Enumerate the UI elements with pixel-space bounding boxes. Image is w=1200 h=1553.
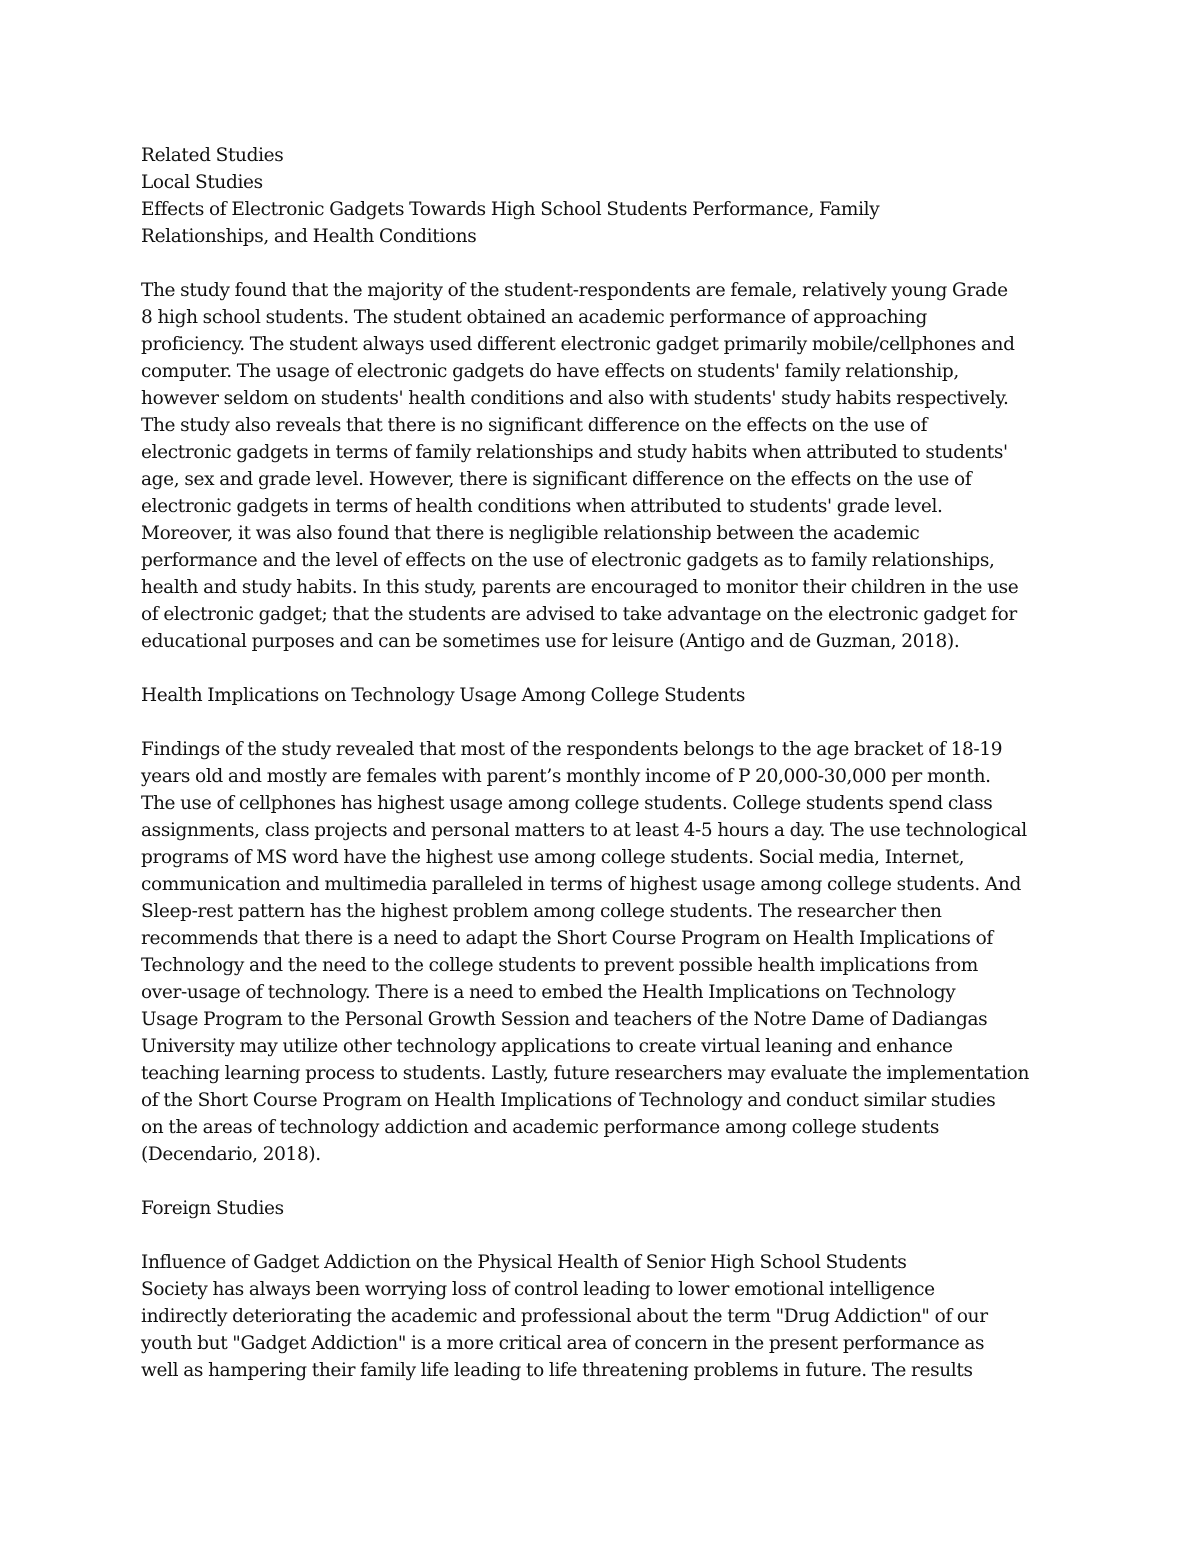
study1-paragraph (141, 277, 1066, 655)
paragraph-line: Sleep-rest pattern has the highest problem among college students. The researcher then (141, 901, 942, 922)
paragraph-line: health and study habits. In this study, parents are encouraged to monitor their children in the use (141, 577, 1019, 598)
study2-paragraph (141, 736, 1066, 1168)
paragraph-gap (141, 1222, 1066, 1249)
study3-title: Influence of Gadget Addiction on the Physical Health of Senior High School Students (141, 1252, 907, 1273)
paragraph-line: electronic gadgets in terms of family relationships and study habits when attributed to students' (141, 442, 1008, 463)
study3-paragraph (141, 1276, 1066, 1384)
paragraph-line: computer. The usage of electronic gadgets do have effects on students' family relationship, (141, 361, 959, 382)
paragraph-line: teaching learning process to students. Lastly, future researchers may evaluate the implementation (141, 1063, 1030, 1084)
paragraph-line: youth but "Gadget Addiction" is a more critical area of concern in the present performance as (141, 1333, 985, 1354)
study1-title-line: Relationships, and Health Conditions (141, 226, 477, 247)
paragraph-line: age, sex and grade level. However, there is significant difference on the effects on the use of (141, 469, 972, 490)
paragraph-line: assignments, class projects and personal matters to at least 4-5 hours a day. The use technological (141, 820, 1027, 841)
paragraph-line: The study found that the majority of the student-respondents are female, relatively young Grade (141, 280, 1008, 301)
foreign-studies-heading: Foreign Studies (141, 1198, 284, 1219)
paragraph-line: Findings of the study revealed that most of the respondents belongs to the age bracket of 18-19 (141, 739, 1003, 760)
paragraph-line: years old and mostly are females with parent’s monthly income of P 20,000-30,000 per month. (141, 766, 991, 787)
paragraph-line: 8 high school students. The student obtained an academic performance of approaching (141, 307, 927, 328)
paragraph-line: recommends that there is a need to adapt the Short Course Program on Health Implications of (141, 928, 993, 949)
paragraph-line: Moreover, it was also found that there is negligible relationship between the academic (141, 523, 920, 544)
paragraph-line: The study also reveals that there is no significant difference on the effects on the use of (141, 415, 928, 436)
paragraph-gap (141, 709, 1066, 736)
paragraph-line: well as hampering their family life leading to life threatening problems in future. The results (141, 1360, 973, 1381)
paragraph-line: over-usage of technology. There is a need to embed the Health Implications on Technology (141, 982, 956, 1003)
paragraph-line: proficiency. The student always used different electronic gadget primarily mobile/cellphones and (141, 334, 1015, 355)
paragraph-gap (141, 1168, 1066, 1195)
paragraph-line: Usage Program to the Personal Growth Session and teachers of the Notre Dame of Dadiangas (141, 1009, 988, 1030)
paragraph-gap (141, 250, 1066, 277)
paragraph-gap (141, 655, 1066, 682)
paragraph-line: The use of cellphones has highest usage among college students. College students spend class (141, 793, 993, 814)
paragraph-line: educational purposes and can be sometimes use for leisure (Antigo and de Guzman, 2018). (141, 631, 960, 652)
study1-title-line: Effects of Electronic Gadgets Towards High School Students Performance, Family (141, 199, 880, 220)
paragraph-line: electronic gadgets in terms of health conditions when attributed to students' grade level. (141, 496, 943, 517)
paragraph-line: programs of MS word have the highest use among college students. Social media, Internet, (141, 847, 965, 868)
paragraph-line: Society has always been worrying loss of control leading to lower emotional intelligence (141, 1279, 935, 1300)
document-body (141, 142, 1066, 1384)
paragraph-line: of the Short Course Program on Health Implications of Technology and conduct similar studies (141, 1090, 996, 1111)
local-studies-heading: Local Studies (141, 172, 263, 193)
paragraph-line: performance and the level of effects on the use of electronic gadgets as to family relationships, (141, 550, 995, 571)
paragraph-line: Technology and the need to the college students to prevent possible health implications from (141, 955, 978, 976)
paragraph-line: of electronic gadget; that the students are advised to take advantage on the electronic gadget for (141, 604, 1017, 625)
paragraph-line: however seldom on students' health conditions and also with students' study habits respectively. (141, 388, 1009, 409)
related-studies-heading: Related Studies (141, 145, 284, 166)
paragraph-line: communication and multimedia paralleled in terms of highest usage among college students. And (141, 874, 1021, 895)
paragraph-line: University may utilize other technology applications to create virtual leaning and enhance (141, 1036, 953, 1057)
paragraph-line: on the areas of technology addiction and academic performance among college students (141, 1117, 940, 1138)
paragraph-line: indirectly deteriorating the academic and professional about the term "Drug Addiction" of our (141, 1306, 988, 1327)
paragraph-line: (Decendario, 2018). (141, 1144, 321, 1165)
study2-title: Health Implications on Technology Usage Among College Students (141, 685, 745, 706)
